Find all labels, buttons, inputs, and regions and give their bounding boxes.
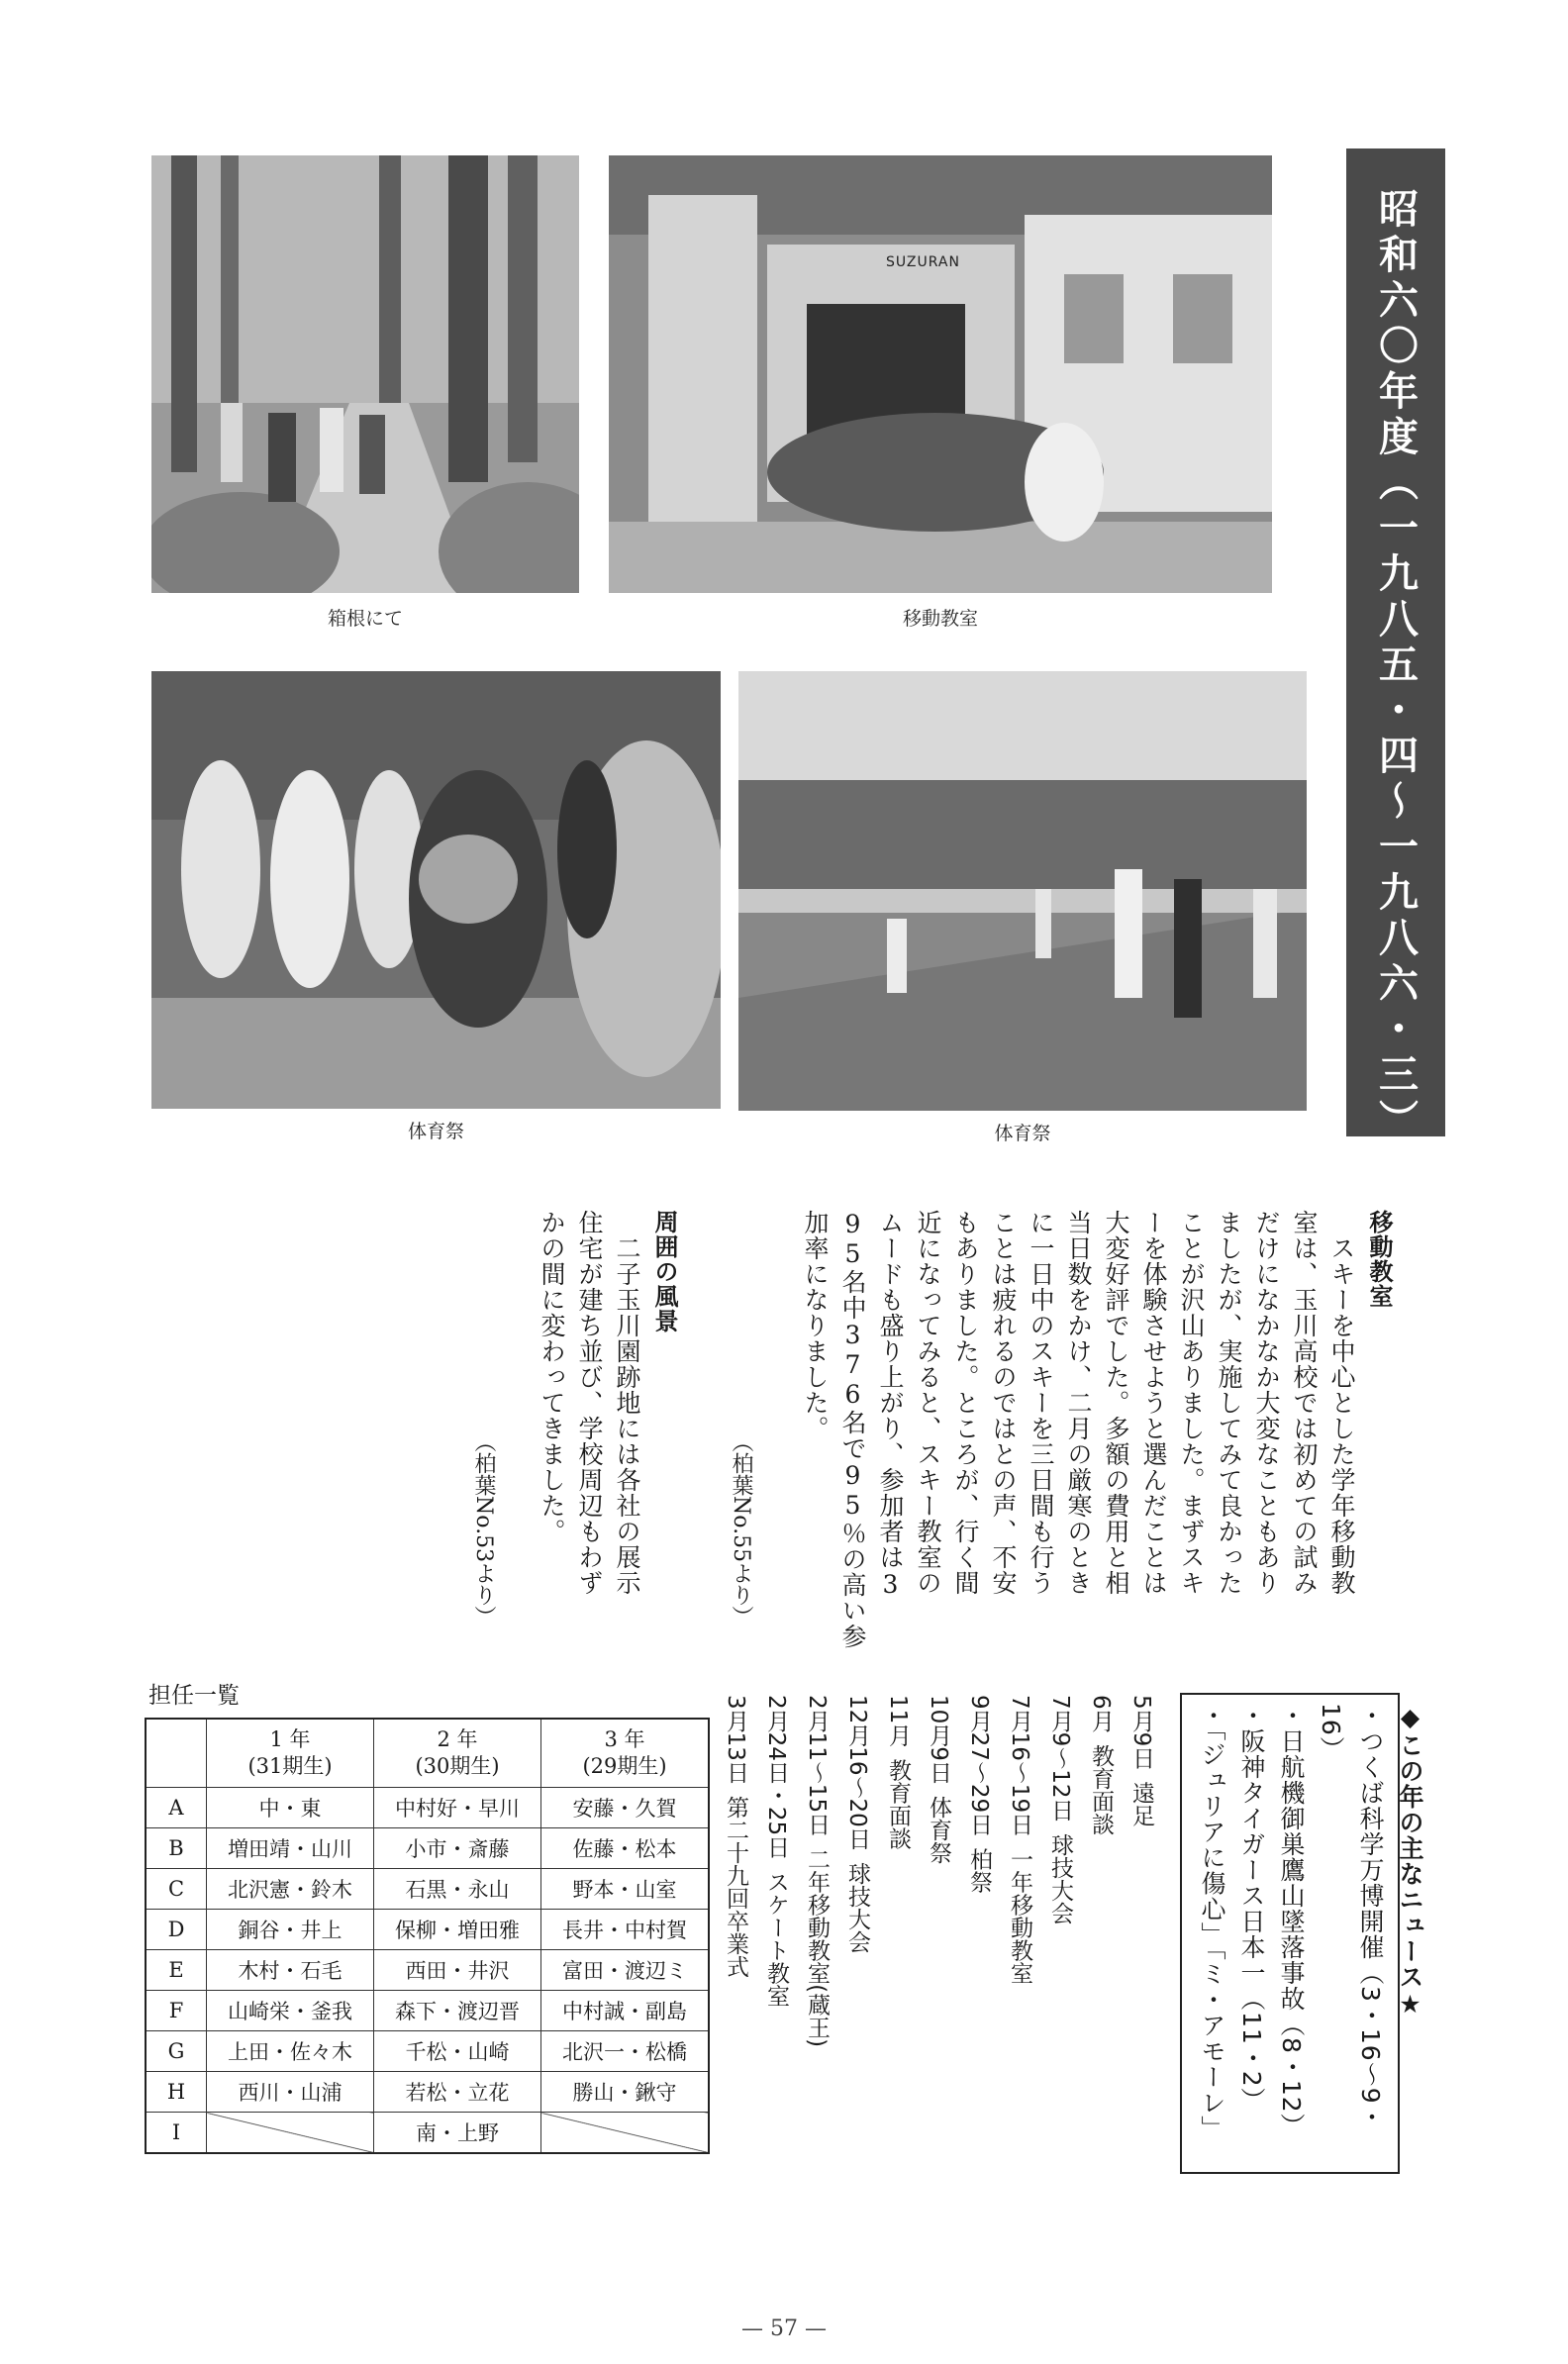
article-title: 周囲の風景 bbox=[650, 1210, 678, 1333]
event-date: 2月11～15日 bbox=[804, 1695, 830, 1836]
news-item: ・阪神タイガース日本一（11・2） bbox=[1237, 1703, 1266, 2114]
article-line: ムードも盛り上がり、参加者は3 bbox=[876, 1210, 905, 1600]
event-name: 教育面談 bbox=[1088, 1743, 1114, 1835]
table-row: I 南・上野 bbox=[146, 2113, 709, 2154]
article-line: スキーを中心とした学年移動教 bbox=[1327, 1210, 1356, 1596]
caption-idou-kyoshitsu: 移動教室 bbox=[902, 608, 978, 630]
table-row: G 上田・佐々木 千松・山崎 北沢一・松橋 bbox=[146, 2031, 709, 2072]
event-item bbox=[755, 1695, 796, 2111]
event-name: 球技大会 bbox=[1047, 1832, 1073, 1924]
staff-table-title: 担任一覧 bbox=[148, 1683, 240, 1709]
page-number: — 57 — bbox=[741, 2316, 827, 2341]
event-date: 9月27～29日 bbox=[966, 1695, 992, 1836]
event-item bbox=[918, 1695, 958, 2111]
article-line: 近になってみると、スキー教室の bbox=[914, 1210, 942, 1596]
article-line: 95名中376名で95％の高い参 bbox=[838, 1210, 867, 1649]
sign-suzuran: SUZURAN bbox=[886, 254, 960, 270]
article-line: もありました。ところが、行く間 bbox=[951, 1210, 980, 1596]
table-row: C 北沢憲・鈴木 石黒・永山 野本・山室 bbox=[146, 1869, 709, 1910]
event-name: 教育面談 bbox=[885, 1758, 911, 1850]
article-line: 大変好評でした。多額の費用と相 bbox=[1102, 1210, 1130, 1596]
empty-cell bbox=[541, 2113, 710, 2154]
event-date: 2月24日・25日 bbox=[763, 1695, 789, 1859]
article-line: 住宅が建ち並び、学校周辺もわず bbox=[575, 1210, 604, 1596]
article-line: ましたが、実施してみて良かった bbox=[1215, 1210, 1243, 1596]
caption-hakone: 箱根にて bbox=[327, 608, 403, 630]
article-line: ことが沢山ありました。まずスキ bbox=[1177, 1210, 1206, 1596]
article-source: （柏葉No.55より） bbox=[729, 1430, 753, 1628]
photo-hakone bbox=[151, 155, 579, 593]
news-item: ・日航機御巣鷹山墜落事故（8・12） bbox=[1277, 1703, 1306, 2139]
article-line: 当日数をかけ、二月の厳寒のとき bbox=[1064, 1210, 1093, 1596]
news-box bbox=[1180, 1693, 1424, 2174]
event-item bbox=[958, 1695, 999, 2111]
column-header: 1 年 (31期生) bbox=[207, 1719, 374, 1788]
article-line: 二子玉川園跡地には各社の展示 bbox=[613, 1210, 641, 1596]
photo-taiikusai-1 bbox=[151, 671, 721, 1109]
caption-taiikusai-2: 体育祭 bbox=[994, 1123, 1051, 1144]
event-item bbox=[877, 1695, 918, 2111]
caption-taiikusai-1: 体育祭 bbox=[407, 1121, 464, 1142]
year-heading-band bbox=[1346, 148, 1445, 1144]
article-line: かの間に変わってきました。 bbox=[538, 1210, 566, 1544]
event-item bbox=[999, 1695, 1039, 2111]
table-row: E 木村・石毛 西田・井沢 富田・渡辺ミ bbox=[146, 1950, 709, 1991]
column-header: 3 年 (29期生) bbox=[541, 1719, 710, 1788]
article-source: （柏葉No.53より） bbox=[471, 1430, 496, 1628]
events-list bbox=[715, 1695, 1161, 2111]
event-name: 遠足 bbox=[1128, 1781, 1154, 1827]
event-name: 体育祭 bbox=[926, 1795, 951, 1864]
event-date: 7月9～12日 bbox=[1047, 1695, 1073, 1822]
event-item bbox=[715, 1695, 755, 2111]
photo-taiikusai-2 bbox=[738, 671, 1307, 1111]
event-date: 10月9日 bbox=[926, 1695, 951, 1784]
event-date: 11月 bbox=[885, 1695, 911, 1747]
staff-table bbox=[145, 1718, 710, 2154]
article-line: に一日中のスキーを三日間も行う bbox=[1027, 1210, 1055, 1596]
event-name: 第二十九回卒業式 bbox=[723, 1795, 748, 1978]
table-row: B 増田靖・山川 小市・斎藤 佐藤・松本 bbox=[146, 1828, 709, 1869]
table-row: A 中・東 中村好・早川 安藤・久賀 bbox=[146, 1788, 709, 1828]
year-heading: 昭和六〇年度（一九八五・四～一九八六・三） bbox=[1372, 188, 1419, 1144]
article-title: 移動教室 bbox=[1365, 1210, 1393, 1309]
event-date: 6月 bbox=[1088, 1695, 1114, 1732]
event-item bbox=[1039, 1695, 1080, 2111]
event-name: 二年移動教室(蔵王) bbox=[804, 1847, 830, 2048]
photo-idou-kyoshitsu bbox=[609, 155, 1272, 593]
article-line: 室は、玉川高校では初めての試み bbox=[1290, 1210, 1319, 1596]
event-name: 球技大会 bbox=[844, 1861, 870, 1953]
article-line: 加率になりました。 bbox=[801, 1210, 830, 1441]
table-row: F 山崎栄・釜我 森下・渡辺晋 中村誠・副島 bbox=[146, 1991, 709, 2031]
news-item: ・「ジュリアに傷心」「ミ・アモーレ」 bbox=[1198, 1703, 1226, 2141]
event-date: 7月16～19日 bbox=[1007, 1695, 1032, 1836]
event-item bbox=[1080, 1695, 1121, 2111]
event-name: スケート教室 bbox=[763, 1870, 789, 2008]
event-item bbox=[796, 1695, 836, 2111]
news-title: ◆この年の主なニュース★ bbox=[1396, 1703, 1424, 2019]
news-item: ・つくば科学万博開催（3・16～9・16） bbox=[1317, 1703, 1385, 2130]
column-header: 2 年 (30期生) bbox=[374, 1719, 541, 1788]
table-corner bbox=[146, 1719, 207, 1788]
event-item bbox=[1121, 1695, 1161, 2111]
event-date: 3月13日 bbox=[723, 1695, 748, 1784]
table-row: H 西川・山浦 若松・立花 勝山・鍬守 bbox=[146, 2072, 709, 2113]
event-item bbox=[836, 1695, 877, 2111]
event-date: 12月16～20日 bbox=[844, 1695, 870, 1850]
event-name: 柏祭 bbox=[966, 1847, 992, 1894]
event-name: 一年移動教室 bbox=[1007, 1847, 1032, 1985]
article-line: ことは疲れるのではとの声、不安 bbox=[989, 1210, 1018, 1596]
article-idou-kyoshitsu bbox=[715, 1210, 1398, 1665]
event-date: 5月9日 bbox=[1128, 1695, 1154, 1770]
table-row: D 銅谷・井上 保柳・増田雅 長井・中村賀 bbox=[146, 1910, 709, 1950]
article-line: ーを体験させようと選んだことは bbox=[1139, 1210, 1168, 1596]
empty-cell bbox=[207, 2113, 374, 2154]
article-line: だけになかなか大変なこともあり bbox=[1252, 1210, 1281, 1596]
article-shui-no-fukei bbox=[495, 1210, 683, 1625]
table-header-row bbox=[146, 1719, 709, 1788]
